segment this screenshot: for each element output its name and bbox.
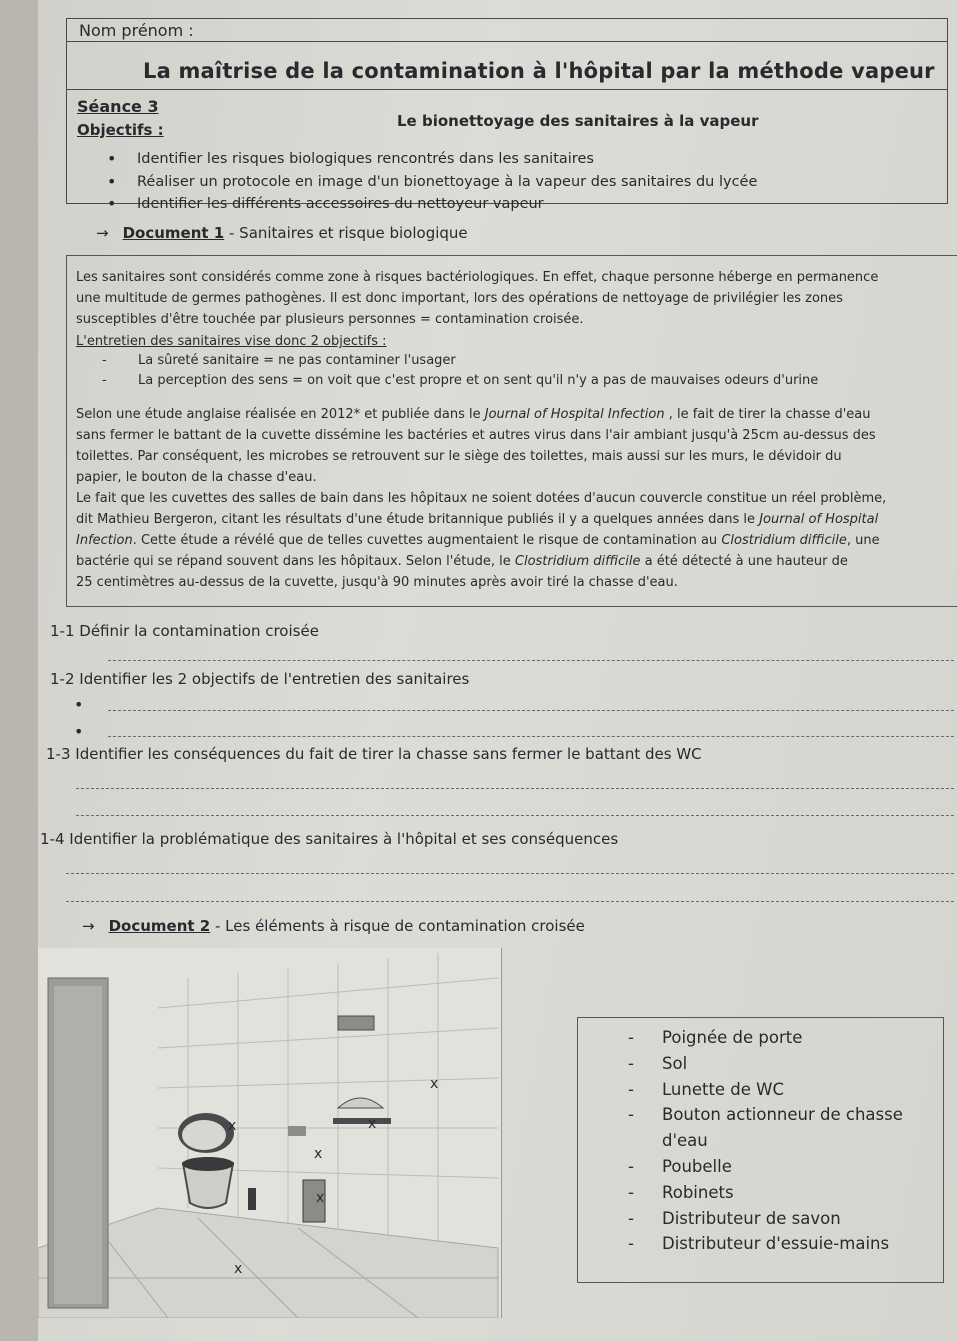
dash-marker: - xyxy=(102,373,107,388)
session-subtitle: Le bionettoyage des sanitaires à la vapeur xyxy=(397,112,759,130)
quote-text: , une xyxy=(846,533,880,548)
answer-line[interactable] xyxy=(108,736,954,737)
quote-text: a été détecté à une hauteur de xyxy=(640,554,848,569)
risk-element-text: Lunette de WC xyxy=(662,1079,785,1099)
name-row xyxy=(67,19,947,42)
doc1-study-line: toilettes. Par conséquent, les microbes se retrouvent sur le siège des toilettes, mais aussi sur les murs, le dévidoir du xyxy=(76,449,842,464)
doc1-objective-text: La sûreté sanitaire = ne pas contaminer l'usager xyxy=(138,353,456,368)
doc1-quote-line: Le fait que les cuvettes des salles de bain dans les hôpitaux ne soient dotées d'aucun couvercle constitue un réel problème, xyxy=(76,491,887,506)
doc1-study-line xyxy=(76,404,871,425)
toilet-drawing xyxy=(38,948,501,1318)
journal-name: Infection xyxy=(76,533,133,548)
dash-marker: - xyxy=(628,1208,634,1228)
risk-element-text: Poignée de porte xyxy=(662,1028,803,1047)
wall-tiles xyxy=(158,953,498,1258)
question-1-1: 1-1 Définir la contamination croisée xyxy=(50,622,319,640)
risk-element xyxy=(628,1054,903,1080)
risk-element-text: Distributeur d'essuie-mains xyxy=(662,1234,890,1254)
journal-name: Journal of Hospital Infection xyxy=(484,407,665,422)
answer-line[interactable] xyxy=(108,660,954,661)
dash-marker: - xyxy=(628,1028,634,1047)
risk-element xyxy=(628,1209,903,1235)
risk-element-text: Robinets xyxy=(662,1182,734,1202)
risk-marker: x xyxy=(316,1190,325,1206)
sink xyxy=(338,1098,383,1108)
risk-element xyxy=(628,1105,903,1131)
door-panel xyxy=(54,986,102,1304)
doc1-quote-line xyxy=(76,530,880,551)
dash-marker: - xyxy=(628,1156,634,1176)
risk-element xyxy=(628,1183,903,1209)
doc1-objective-item xyxy=(102,353,456,368)
doc2-ref: Document 2 xyxy=(108,917,211,935)
dash-marker: - xyxy=(628,1182,634,1202)
main-title: La maîtrise de la contamination à l'hôpital par la méthode vapeur xyxy=(143,59,935,83)
toilet-seat xyxy=(182,1157,234,1171)
dash-marker: - xyxy=(628,1105,634,1125)
quote-text: . Cette étude a révélé que de telles cuvettes augmentaient le risque de contamination au xyxy=(132,533,722,548)
doc1-ref: Document 1 xyxy=(122,224,225,242)
question-1-4: 1-4 Identifier la problématique des sanitaires à l'hôpital et ses conséquences xyxy=(40,830,619,848)
answer-line[interactable] xyxy=(76,815,954,816)
risk-marker: x xyxy=(430,1076,439,1092)
risk-marker: x xyxy=(228,1118,237,1134)
toilet-illustration xyxy=(38,948,502,1318)
objectives-list xyxy=(107,151,757,219)
risk-marker: x xyxy=(368,1116,377,1132)
doc1-intro-line: Les sanitaires sont considérés comme zone à risques bactériologiques. En effet, chaque personne héberge en permanence xyxy=(76,270,879,285)
dash-marker: - xyxy=(628,1079,634,1099)
question-1-3: 1-3 Identifier les conséquences du fait de tirer la chasse sans fermer le battant des WC xyxy=(46,745,702,763)
toilet-lid-inner xyxy=(182,1120,226,1150)
hand-dryer xyxy=(338,1016,374,1030)
doc1-quote-line xyxy=(76,509,878,530)
study-text: Selon une étude anglaise réalisée en 2012* et publiée dans le xyxy=(76,407,485,422)
journal-name: Journal of Hospital xyxy=(759,512,879,527)
answer-line[interactable] xyxy=(66,901,954,902)
arrow-icon: → xyxy=(96,224,109,242)
toilet-brush xyxy=(248,1188,256,1210)
doc1-intro-line: une multitude de germes pathogènes. Il est donc important, lors des opérations de nettoyage de privilégier les zones xyxy=(76,291,843,306)
answer-bullet: • xyxy=(74,695,84,714)
objective-item: • Réaliser un protocole en image d'un bionettoyage à la vapeur des sanitaires du lycée xyxy=(107,174,757,197)
objective-item: • Identifier les risques biologiques rencontrés dans les sanitaires xyxy=(107,151,757,174)
doc1-objective-item xyxy=(102,373,819,388)
seance-label: Séance 3 xyxy=(77,97,159,116)
risk-element xyxy=(628,1234,903,1260)
doc1-objective-text: La perception des sens = on voit que c'est propre et on sent qu'il n'y a pas de mauvaises odeurs d'urine xyxy=(138,373,819,388)
risk-element-text: Bouton actionneur de chasse xyxy=(662,1105,903,1125)
quote-text: bactérie qui se répand souvent dans les hôpitaux. Selon l'étude, le xyxy=(76,554,515,569)
risk-element xyxy=(628,1080,903,1106)
risk-element xyxy=(628,1028,903,1054)
risk-element-text: d'eau xyxy=(662,1131,708,1151)
doc2-title-text: - Les éléments à risque de contamination croisée xyxy=(210,917,585,935)
doc1-study-line: papier, le bouton de la chasse d'eau. xyxy=(76,470,317,485)
dash-marker: - xyxy=(628,1053,634,1073)
doc1-study-line: sans fermer le battant de la cuvette dissémine les bactéries et autres virus dans l'air ambiant jusqu'à 25cm au-dessus des xyxy=(76,428,876,443)
risk-elements-list xyxy=(628,1028,903,1260)
answer-bullet: • xyxy=(74,722,84,741)
study-text: , le fait de tirer la chasse d'eau xyxy=(664,407,871,422)
paper-holder xyxy=(288,1126,306,1136)
title-divider xyxy=(67,89,947,90)
risk-element-text: Poubelle xyxy=(662,1156,732,1176)
question-1-2: 1-2 Identifier les 2 objectifs de l'entretien des sanitaires xyxy=(50,670,470,688)
arrow-icon: → xyxy=(82,917,95,935)
dash-marker: - xyxy=(102,353,107,368)
answer-line[interactable] xyxy=(66,873,954,874)
doc1-title-text: - Sanitaires et risque biologique xyxy=(224,224,468,242)
doc1-objectives-heading: L'entretien des sanitaires vise donc 2 objectifs : xyxy=(76,334,387,349)
sink-shelf xyxy=(333,1118,391,1124)
doc1-intro-line: susceptibles d'être touchée par plusieurs personnes = contamination croisée. xyxy=(76,312,584,327)
risk-marker: x xyxy=(314,1146,323,1162)
objective-item: • Identifier les différents accessoires du nettoyeur vapeur xyxy=(107,196,757,219)
risk-element-text: Distributeur de savon xyxy=(662,1208,841,1228)
risk-element-continuation xyxy=(628,1131,903,1157)
bacteria-name: Clostridium difficile xyxy=(514,554,641,569)
name-label: Nom prénom : xyxy=(79,21,194,40)
risk-element-text: Sol xyxy=(662,1053,688,1073)
answer-line[interactable] xyxy=(76,788,954,789)
risk-marker: x xyxy=(234,1261,243,1277)
objectives-label: Objectifs : xyxy=(77,121,164,139)
doc1-quote-line xyxy=(76,551,848,572)
quote-text: dit Mathieu Bergeron, citant les résultats d'une étude britannique publiés il y a quelques années dans le xyxy=(76,512,760,527)
doc2-title xyxy=(82,917,585,935)
bacteria-name: Clostridium difficile xyxy=(721,533,847,548)
header-box xyxy=(66,18,948,212)
answer-line[interactable] xyxy=(108,710,954,711)
doc1-title xyxy=(96,224,468,242)
risk-element xyxy=(628,1157,903,1183)
doc1-quote-line: 25 centimètres au-dessus de la cuvette, jusqu'à 90 minutes après avoir tiré la chasse d'eau. xyxy=(76,575,678,590)
dash-marker: - xyxy=(628,1234,634,1254)
